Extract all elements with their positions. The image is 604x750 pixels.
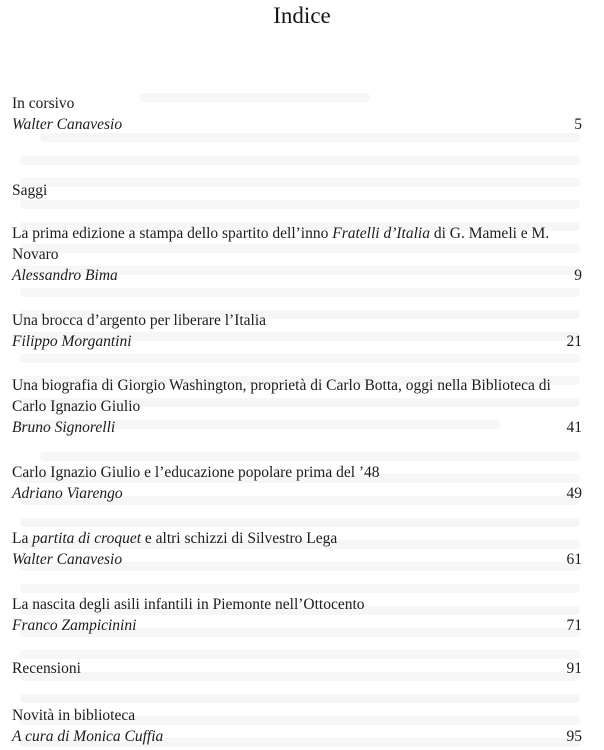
entry-page-number: 5 [574,116,582,133]
toc-entry-partita-di-croquet[interactable] [12,528,582,570]
toc-entry-asili-infantili[interactable] [12,594,582,636]
entry-author: A cura di Monica Cuffia [12,728,164,745]
entry-page-number: 41 [566,419,582,436]
entry-page-number: 71 [566,617,582,634]
toc-entry-brocca-dargento[interactable] [12,310,582,352]
entry-page-number: 49 [566,485,582,502]
entry-page-number: 9 [574,267,582,284]
section-heading-saggi: Saggi [12,182,48,199]
toc-entry-in-corsivo[interactable] [12,93,582,135]
entry-author: Alessandro Bima [12,267,118,284]
entry-title: La nascita degli asili infantili in Piemonte nell’Ottocento [12,596,365,613]
entry-author: Adriano Viarengo [12,485,123,502]
entry-page-number: 21 [566,333,582,350]
entry-author: Walter Canavesio [12,116,123,133]
toc-entry-novita-in-biblioteca[interactable] [12,705,582,747]
entry-title: In corsivo [12,95,75,112]
entry-title: La partita di croquet e altri schizzi di Silvestro Lega [12,530,338,547]
toc-entry-recensioni[interactable] [12,658,582,679]
page-title: Indice [273,3,331,28]
toc-entry-educazione-popolare[interactable] [12,462,582,504]
entry-title: La prima edizione a stampa dello spartito dell’inno Fratelli d’Italia di G. Mameli e M. Novaro [12,225,550,263]
entry-author: Bruno Signorelli [12,419,116,436]
section-heading-recensioni: Recensioni [12,660,81,677]
toc-entry-fratelli-ditalia[interactable] [12,223,582,286]
entry-author: Filippo Morgantini [12,333,132,350]
entry-title: Una brocca d’argento per liberare l’Italia [12,312,267,329]
entry-author: Franco Zampicinini [12,617,137,634]
entry-page-number: 91 [566,660,582,677]
toc-entry-giorgio-washington[interactable] [12,375,582,438]
entry-page-number: 95 [566,728,582,745]
entry-title: Una biografia di Giorgio Washington, proprietà di Carlo Botta, oggi nella Biblioteca di Carlo Ignazio Giulio [12,377,551,415]
entry-author: Walter Canavesio [12,551,123,568]
entry-title: Carlo Ignazio Giulio e l’educazione popolare prima del ’48 [12,464,380,481]
entry-page-number: 61 [566,551,582,568]
entry-title: Novità in biblioteca [12,707,136,724]
